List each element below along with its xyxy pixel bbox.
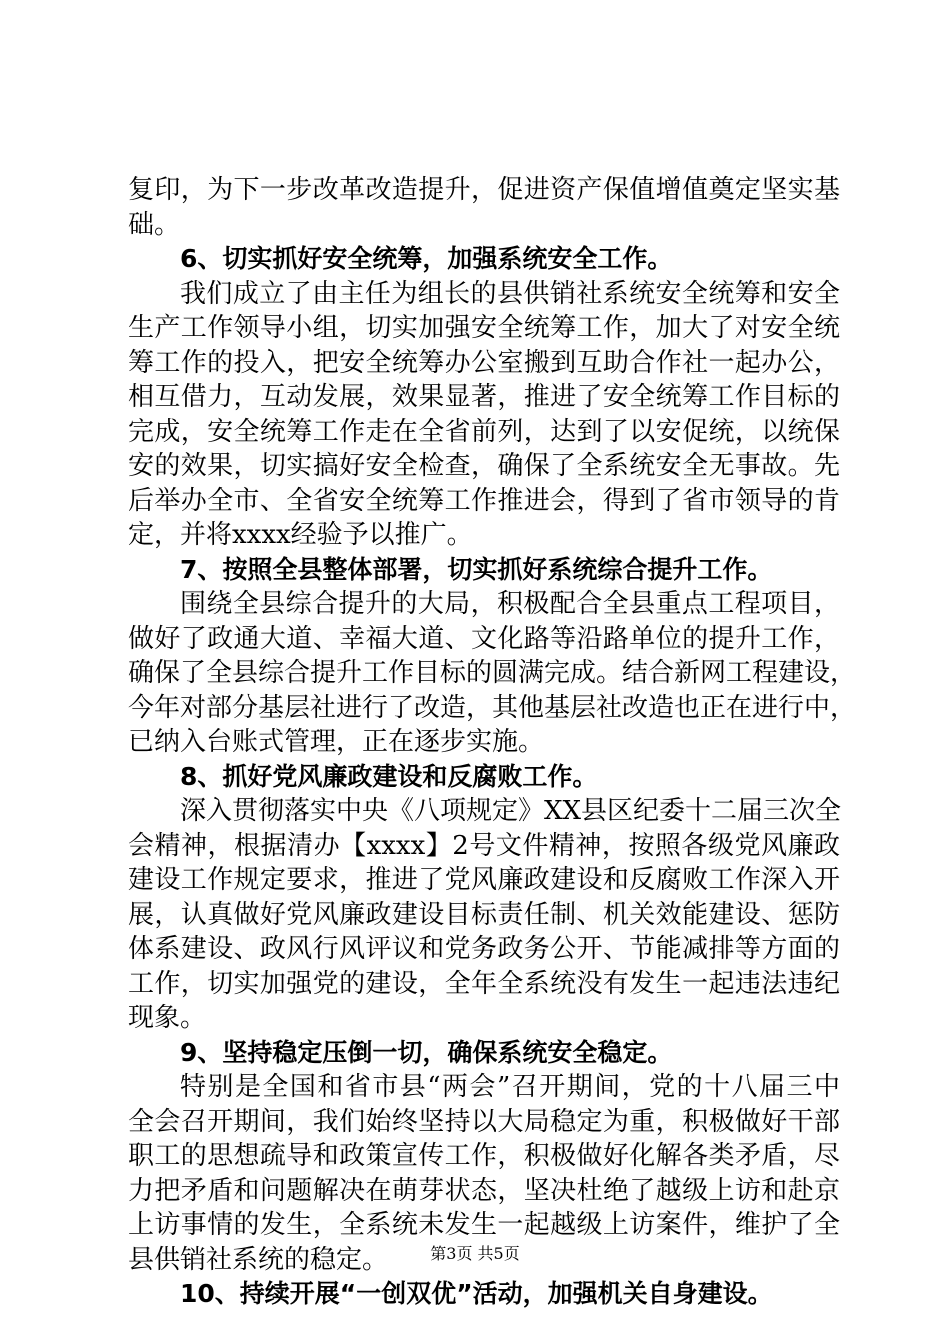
section-heading: 9、坚持稳定压倒一切，确保系统安全稳定。	[180, 1037, 673, 1067]
text-line: 上访事情的发生，全系统未发生一起越级上访案件，维护了全	[128, 1210, 840, 1240]
text-line: 县供销社系统的稳定。	[128, 1244, 389, 1275]
section-heading: 7、按照全县整体部署，切实抓好系统综合提升工作。	[180, 554, 773, 584]
text-line: 特别是全国和省市县“两会”召开期间，党的十八届三中	[180, 1072, 840, 1102]
text-line: 后举办全市、全省安全统筹工作推进会，得到了省市领导的肯	[128, 485, 840, 516]
text-line: 现象。	[128, 1003, 207, 1033]
text-line: 深入贯彻落实中央《八项规定》XX县区纪委十二届三次全	[180, 796, 842, 826]
document-body	[128, 173, 857, 1312]
text-line: 围绕全县综合提升的大局，积极配合全县重点工程项目，	[180, 589, 840, 619]
text-line: 建设工作规定要求，推进了党风廉政建设和反腐败工作深入开	[128, 865, 840, 895]
text-line: 安的效果，切实搞好安全检查，确保了全系统安全无事故。先	[128, 451, 840, 481]
section-heading: 6、切实抓好安全统筹，加强系统安全工作。	[180, 244, 673, 273]
text-line: 筹工作的投入，把安全统筹办公室搬到互助合作社一起办公，	[128, 347, 840, 378]
section-heading: 8、抓好党风廉政建设和反腐败工作。	[180, 761, 598, 791]
text-line: 我们成立了由主任为组长的县供销社系统安全统筹和安全	[180, 278, 840, 309]
text-line: 定，并将xxxx经验予以推广。	[128, 520, 473, 550]
text-line: 已纳入台账式管理，正在逐步实施。	[128, 727, 545, 757]
section-heading: 10、持续开展“一创双优”活动，加强机关自身建设。	[180, 1279, 773, 1308]
text-line: 力把矛盾和问题解决在萌芽状态，坚决杜绝了越级上访和赴京	[128, 1175, 840, 1206]
text-line: 会精神，根据清办【xxxx】2号文件精神，按照各级党风廉政	[128, 830, 840, 861]
text-line: 做好了政通大道、幸福大道、文化路等沿路单位的提升工作，	[128, 623, 840, 654]
text-line: 展，认真做好党风廉政建设目标责任制、机关效能建设、惩防	[128, 899, 840, 930]
text-line: 体系建设、政风行风评议和党务政务公开、节能减排等方面的	[128, 934, 840, 964]
text-line: 今年对部分基层社进行了改造，其他基层社改造也正在进行中，	[128, 692, 857, 723]
text-line: 完成，安全统筹工作走在全省前列，达到了以安促统，以统保	[128, 416, 840, 447]
text-line: 相互借力，互动发展，效果显著，推进了安全统筹工作目标的	[128, 382, 840, 412]
text-line: 职工的思想疏导和政策宣传工作，积极做好化解各类矛盾，尽	[128, 1141, 840, 1171]
text-line: 确保了全县综合提升工作目标的圆满完成。结合新网工程建设，	[128, 658, 857, 688]
text-line: 础。	[128, 209, 181, 240]
text-line: 复印，为下一步改革改造提升，促进资产保值增值奠定坚实基	[128, 175, 840, 205]
text-line: 全会召开期间，我们始终坚持以大局稳定为重，积极做好干部	[128, 1106, 840, 1137]
text-line: 工作，切实加强党的建设，全年全系统没有发生一起违法违纪	[128, 968, 840, 999]
text-line: 生产工作领导小组，切实加强安全统筹工作，加大了对安全统	[128, 313, 840, 343]
page-footer: 第3页 共5页	[430, 1244, 520, 1263]
